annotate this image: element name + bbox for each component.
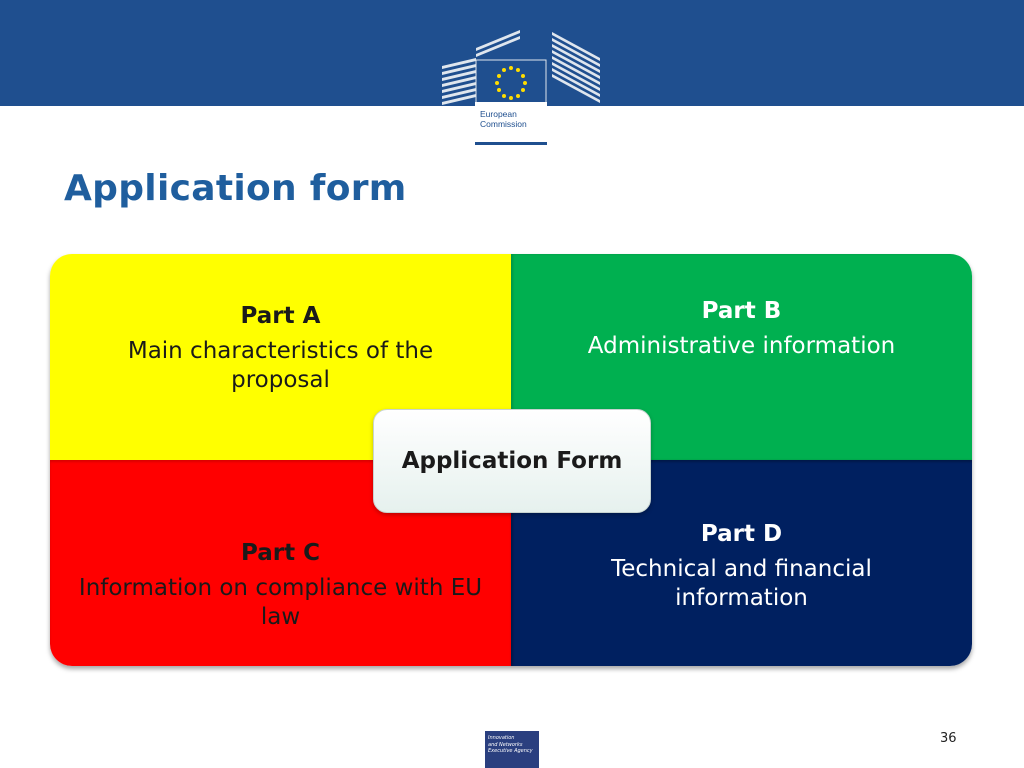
part-a-title: Part A [240, 303, 321, 329]
part-a-text [60, 302, 501, 395]
center-label-box [373, 409, 651, 513]
agency-logo [485, 731, 539, 768]
agency-logo-text [488, 735, 540, 755]
european-commission-logo [440, 28, 606, 144]
part-b-title: Part B [701, 298, 782, 324]
logo-text-line-2: Commission [480, 119, 527, 129]
agency-logo-line-1: Innovation [488, 735, 515, 741]
logo-text [480, 109, 550, 129]
part-d-text [521, 520, 962, 613]
part-d-description: Technical and financial information [611, 556, 872, 611]
logo-text-line-1: European [480, 109, 517, 119]
part-c-text [60, 539, 501, 632]
center-label: Application Form [401, 448, 623, 474]
part-a-description: Main characteristics of the proposal [127, 338, 434, 393]
part-d-title: Part D [700, 521, 783, 547]
part-b-description: Administrative information [587, 333, 896, 359]
part-b-text [521, 297, 962, 361]
agency-logo-line-3: Executive Agency [488, 748, 533, 754]
page-number: 36 [940, 731, 957, 746]
part-c-description: Information on compliance with EU law [78, 575, 483, 630]
agency-logo-line-2: and Networks [488, 741, 523, 748]
slide-title: Application form [64, 168, 407, 209]
eu-flag-building-icon [440, 28, 606, 108]
part-c-title: Part C [241, 540, 320, 566]
